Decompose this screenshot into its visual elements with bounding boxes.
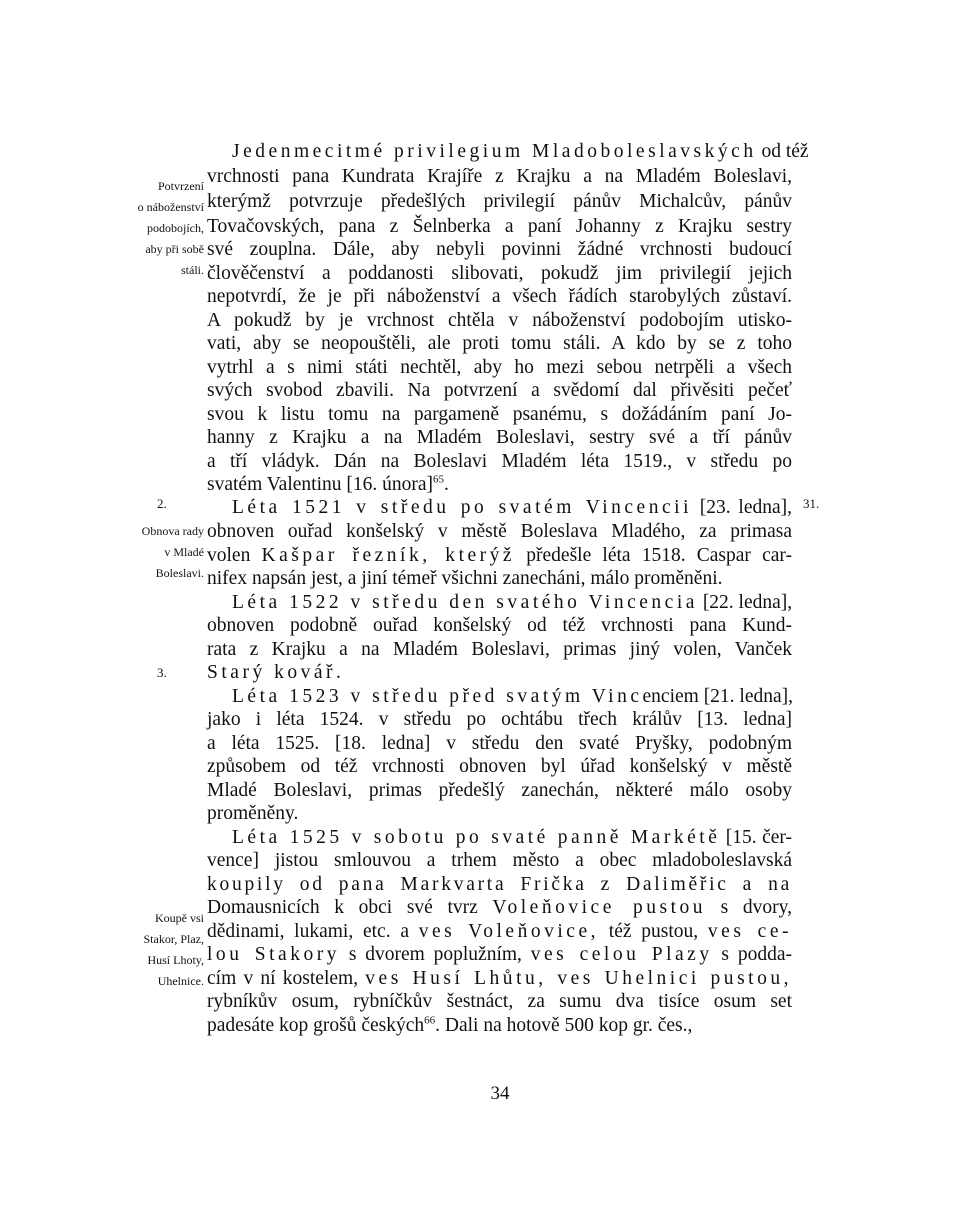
- margin-line: Uhelnice.: [157, 974, 204, 988]
- text-line: nepotvrdí, že je při náboženství a všech řádích starobylých zůstaví.: [207, 286, 792, 307]
- margin-note-purchase: [108, 908, 204, 992]
- text-line: Léta 1523 v středu před svatým Vincenciem [21. ledna],: [232, 686, 794, 707]
- text-line: a tří vládyk. Dán na Boleslavi Mladém léta 1519., v středu po: [207, 451, 792, 472]
- text-line: Léta 1522 v středu den svatého Vincencia [22. ledna],: [232, 592, 793, 613]
- margin-line: Stakor, Plaz,: [143, 932, 204, 946]
- text-line: Tovačovských, pana z Šelnberka a paní Johanny z Krajku sestry: [207, 216, 792, 237]
- section-number-3: 3.: [157, 665, 167, 680]
- text-line: proměněny.: [207, 803, 299, 824]
- text-line: cím v ní kostelem, ves Husí Lhůtu, ves Uhelnici pustou,: [207, 968, 792, 989]
- text-line: svatém Valentinu [16. února]$^{65}$.: [207, 473, 449, 495]
- text-line: své zouplna. Dále, aby nebyli povinni žádné vrchnosti budoucí: [207, 239, 792, 260]
- margin-line: Koupě vsi: [155, 911, 204, 925]
- section-number-2: 2.: [157, 496, 167, 511]
- text-line: člověčenství a poddanosti slibovati, pokudž jim privilegií jejich: [207, 263, 792, 284]
- text-line: obnoven ouřad konšelský v městě Boleslava Mladého, za primasa: [207, 521, 792, 542]
- margin-line: Husí Lhoty,: [147, 953, 204, 967]
- text-line: Jedenmecitmé privilegium Mladoboleslavských od též: [232, 141, 809, 162]
- margin-note-confirmation: [108, 176, 204, 281]
- text-line: padesáte kop grošů českých$^{66}$. Dali na hotově 500 kop gr. čes.,: [207, 1014, 693, 1036]
- margin-line: aby při sobě: [145, 242, 204, 256]
- text-line: vrchnosti pana Kundrata Krajíře z Krajku a na Mladém Boleslavi,: [207, 166, 792, 187]
- text-line: kterýmž potvrzuje předešlých privilegií pánův Michalcův, pánův: [207, 191, 792, 212]
- text-line: A pokudž by je vrchnost chtěla v náboženství podobojím utisko-: [207, 310, 792, 331]
- text-line: dědinami, lukami, etc. a ves Voleňovice, též pustou, ves ce-: [207, 921, 793, 942]
- text-line: koupily od pana Markvarta Frička z Daliměřic a na: [207, 874, 792, 895]
- margin-note-council: [108, 521, 204, 584]
- margin-line: Potvrzení: [158, 179, 204, 193]
- margin-line: Obnova rady: [141, 524, 204, 538]
- text-line: Starý kovář.: [207, 662, 345, 683]
- text-line: Léta 1525 v sobotu po svaté panně Markétě [15. čer-: [232, 827, 792, 848]
- text-line: jako i léta 1524. v středu po ochtábu třech králův [13. ledna]: [207, 709, 792, 730]
- text-line: svých svobod zbavili. Na potvrzení a svědomí dal přivěsiti pečeť: [207, 380, 792, 401]
- text-line: a léta 1525. [18. ledna] v středu den svaté Pryšky, podobným: [207, 733, 792, 754]
- right-margin-marker: 31.: [803, 496, 820, 511]
- text-line: lou Stakory s dvorem poplužním, ves celou Plazy s podda-: [207, 944, 792, 965]
- text-line: způsobem od též vrchnosti obnoven byl úřad konšelský v městě: [207, 756, 792, 777]
- margin-line: stáli.: [181, 263, 204, 277]
- text-line: rata z Krajku a na Mladém Boleslavi, primas jiný volen, Vanček: [207, 639, 792, 660]
- footnote-ref: 66: [424, 1014, 436, 1027]
- text-line: Léta 1521 v středu po svatém Vincencii [23. ledna],: [232, 497, 793, 518]
- text-line: vence] jistou smlouvou a trhem město a obec mladoboleslavská: [207, 850, 792, 871]
- text-line: Domausnicích k obci své tvrz Voleňovice pustou s dvory,: [207, 897, 792, 918]
- text-line: hanny z Krajku a na Mladém Boleslavi, sestry své a tří pánův: [207, 427, 792, 448]
- text-line: svou k listu tomu na pargameně psanému, s dožádáním paní Jo-: [207, 404, 792, 425]
- text-line: obnoven podobně ouřad konšelský od též vrchnosti pana Kund-: [207, 615, 792, 636]
- margin-line: Boleslavi.: [155, 566, 204, 580]
- text-line: rybníkův osum, rybníčkův šestnáct, za sumu dva tisíce osum set: [207, 991, 792, 1012]
- margin-line: o náboženství: [137, 200, 204, 214]
- text-line: Mladé Boleslavi, primas předešlý zanechán, některé málo osoby: [207, 780, 792, 801]
- text-line: nifex napsán jest, a jiní témeř všichni zanecháni, málo proměněni.: [207, 568, 723, 589]
- text-line: vati, aby se neopouštěli, ale proti tomu stáli. A kdo by se z toho: [207, 333, 792, 354]
- text-line: vytrhl a s nimi státi nechtěl, aby ho mezi sebou netrpěli a všech: [207, 357, 792, 378]
- page-number: 34: [490, 1083, 510, 1104]
- margin-line: podobojích,: [147, 221, 204, 235]
- footnote-ref: 65: [433, 473, 445, 486]
- margin-line: v Mladé: [164, 545, 204, 559]
- text-line: volen Kašpar řezník, kterýž předešle léta 1518. Caspar car-: [207, 545, 792, 566]
